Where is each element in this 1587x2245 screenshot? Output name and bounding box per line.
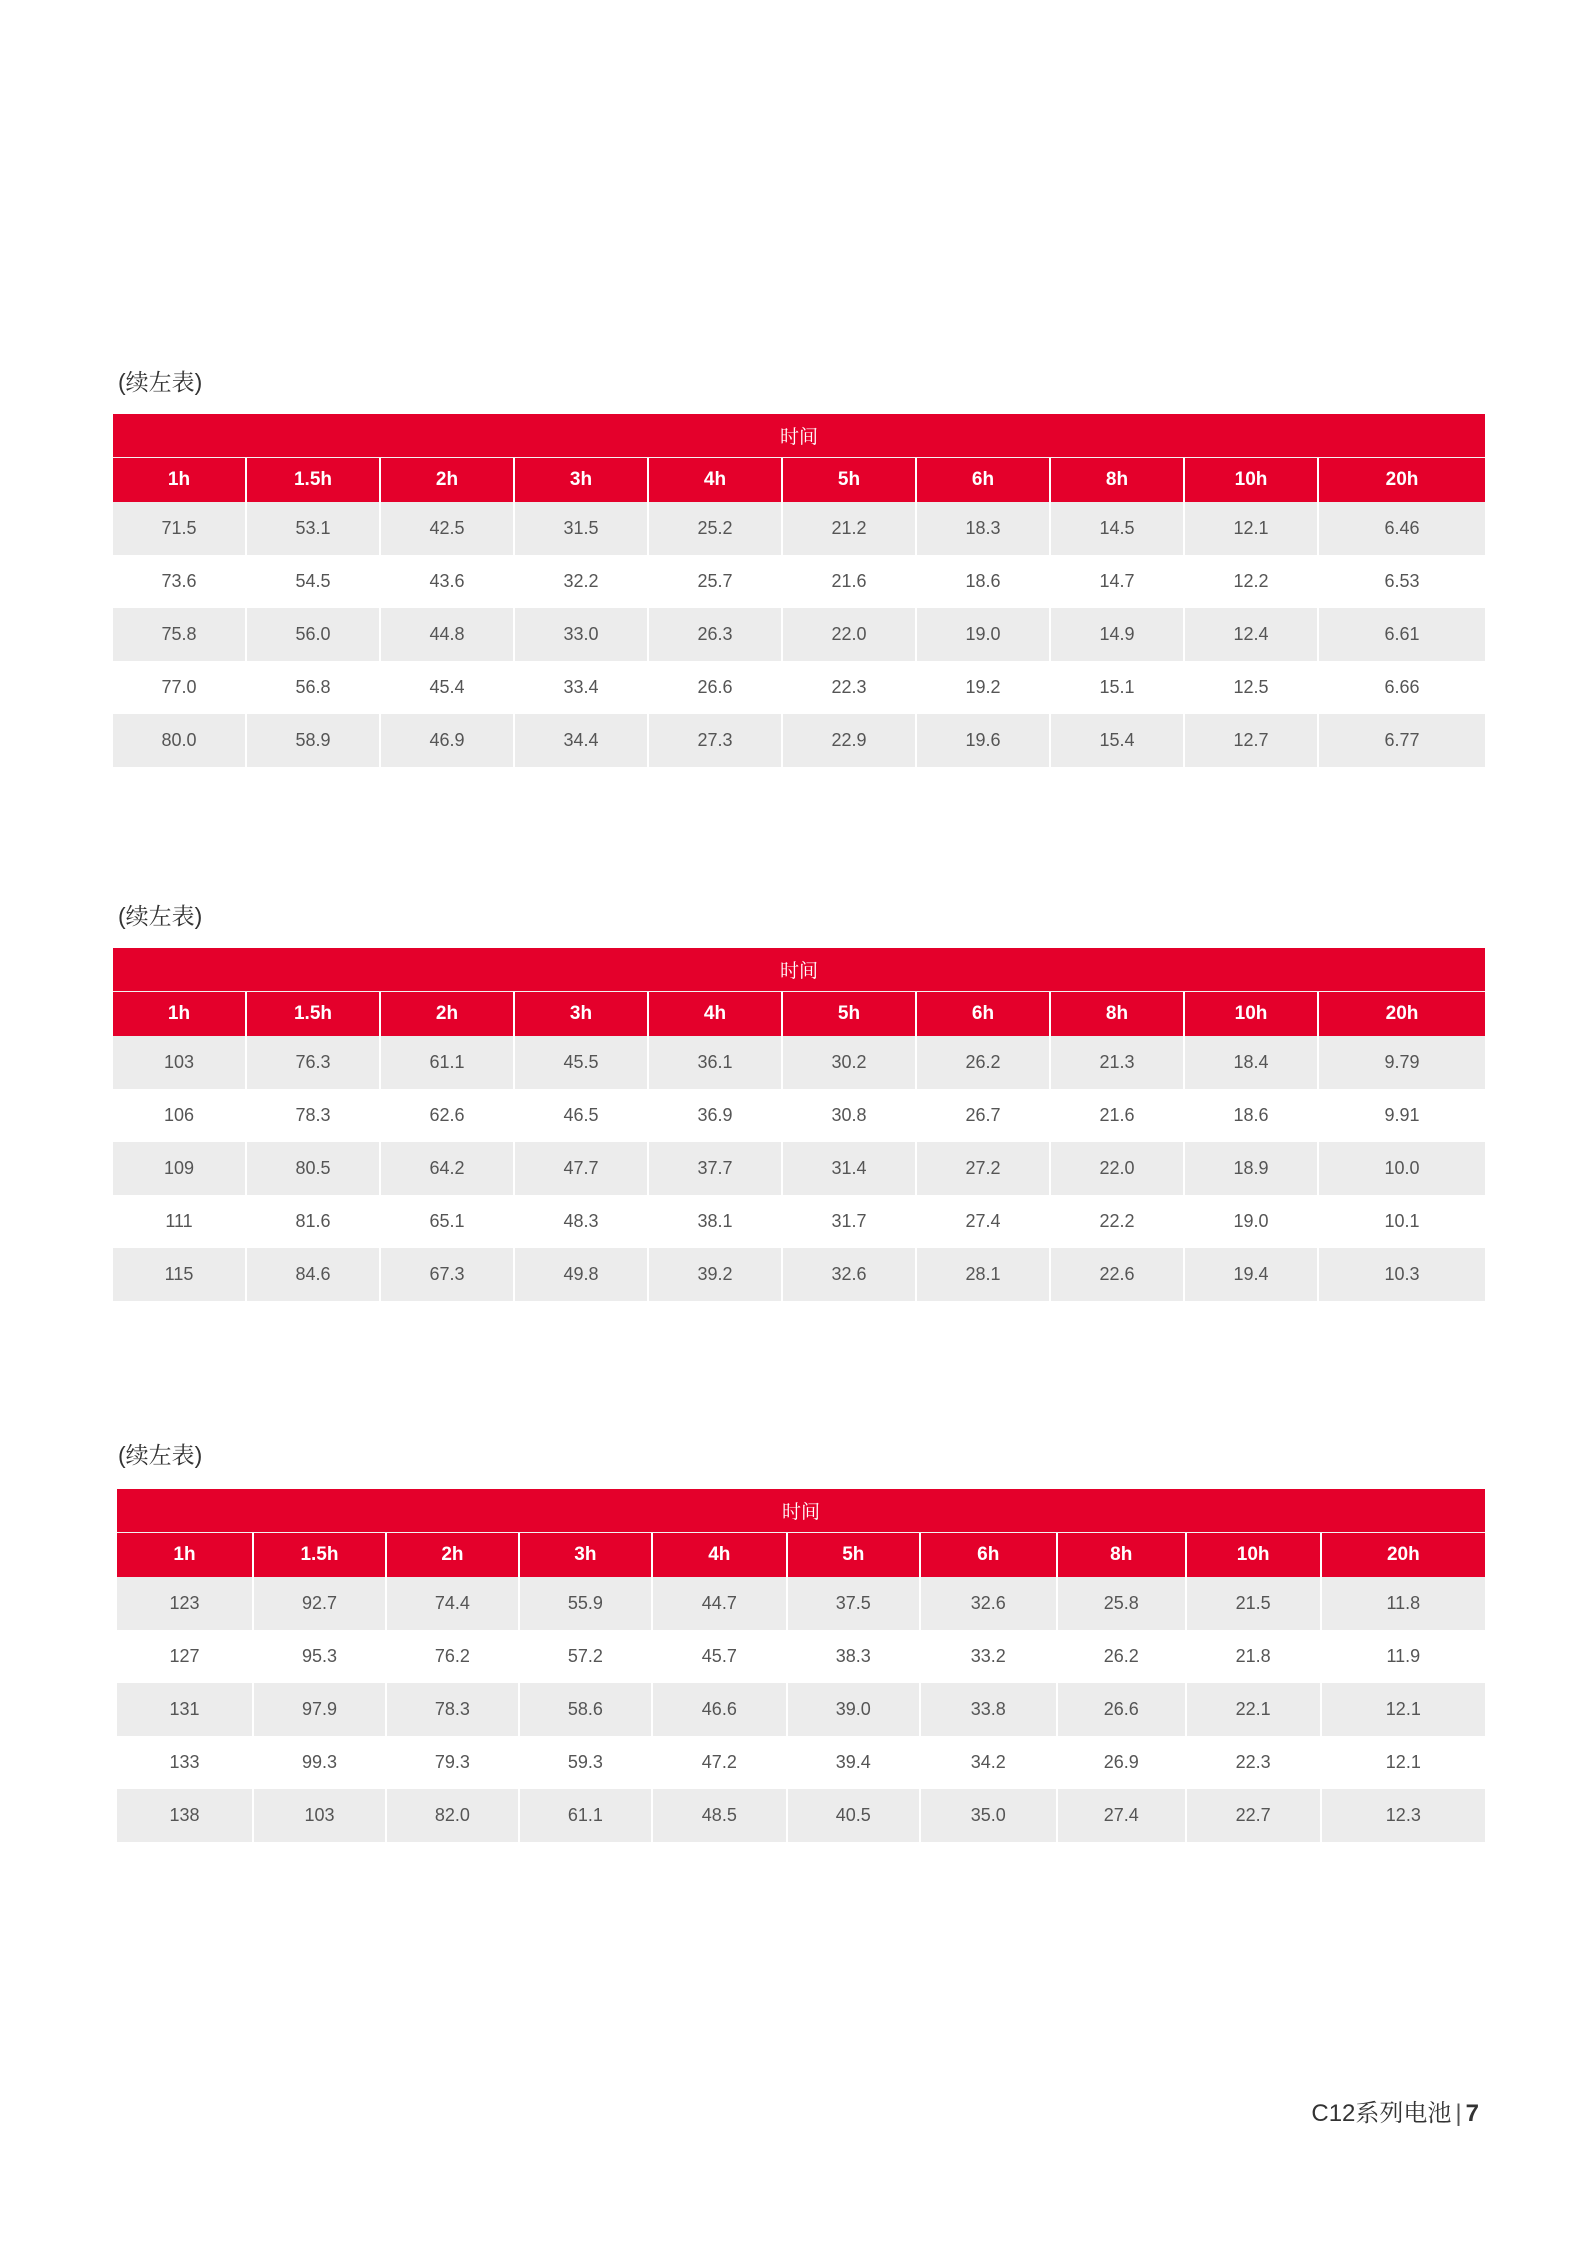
table-cell: 6.61 [1319, 608, 1485, 661]
table-cell: 75.8 [113, 608, 247, 661]
table-cell: 44.7 [653, 1577, 788, 1630]
table-cell: 82.0 [387, 1789, 520, 1842]
table-cell: 58.9 [247, 714, 381, 767]
discharge-table-3 [117, 1489, 1485, 1842]
table-cell: 42.5 [381, 502, 515, 555]
table-cell: 133 [117, 1736, 254, 1789]
table-cell: 18.6 [917, 555, 1051, 608]
table-cell: 31.4 [783, 1142, 917, 1195]
table-cell: 78.3 [387, 1683, 520, 1736]
column-header: 5h [783, 992, 917, 1036]
table-cell: 12.2 [1185, 555, 1319, 608]
table-cell: 131 [117, 1683, 254, 1736]
column-header: 6h [917, 458, 1051, 502]
table-row [113, 1248, 1485, 1301]
table-cell: 12.1 [1322, 1683, 1485, 1736]
table-cell: 40.5 [788, 1789, 921, 1842]
column-header: 8h [1051, 992, 1185, 1036]
page-footer [1311, 2093, 1479, 2128]
column-header: 6h [917, 992, 1051, 1036]
table-cell: 106 [113, 1089, 247, 1142]
table-cell: 12.3 [1322, 1789, 1485, 1842]
table-cell: 27.3 [649, 714, 783, 767]
table-cell: 33.0 [515, 608, 649, 661]
table-caption: (续左表) [118, 369, 203, 395]
table-cell: 76.2 [387, 1630, 520, 1683]
table-cell: 25.2 [649, 502, 783, 555]
table-cell: 103 [113, 1036, 247, 1089]
table-cell: 81.6 [247, 1195, 381, 1248]
table-cell: 57.2 [520, 1630, 653, 1683]
table-row [113, 502, 1485, 555]
table-row [117, 1683, 1485, 1736]
table-cell: 15.1 [1051, 661, 1185, 714]
table-cell: 18.9 [1185, 1142, 1319, 1195]
table-cell: 46.6 [653, 1683, 788, 1736]
table-cell: 15.4 [1051, 714, 1185, 767]
table-cell: 22.1 [1187, 1683, 1322, 1736]
column-header: 5h [783, 458, 917, 502]
column-header: 1.5h [254, 1533, 387, 1577]
table-cell: 21.8 [1187, 1630, 1322, 1683]
table-cell: 21.6 [783, 555, 917, 608]
column-header: 8h [1058, 1533, 1187, 1577]
table-cell: 22.3 [783, 661, 917, 714]
table-cell: 109 [113, 1142, 247, 1195]
table-cell: 22.9 [783, 714, 917, 767]
table-cell: 6.46 [1319, 502, 1485, 555]
table-cell: 12.7 [1185, 714, 1319, 767]
table-cell: 19.0 [917, 608, 1051, 661]
table-cell: 10.0 [1319, 1142, 1485, 1195]
column-header: 3h [515, 458, 649, 502]
table-cell: 47.2 [653, 1736, 788, 1789]
column-header: 1h [113, 458, 247, 502]
table-cell: 45.5 [515, 1036, 649, 1089]
column-header: 8h [1051, 458, 1185, 502]
table-cell: 37.5 [788, 1577, 921, 1630]
table-cell: 79.3 [387, 1736, 520, 1789]
table-cell: 35.0 [921, 1789, 1058, 1842]
footer-separator: | [1455, 2100, 1462, 2127]
table-cell: 6.66 [1319, 661, 1485, 714]
table-caption: (续左表) [118, 1442, 203, 1468]
table-cell: 18.3 [917, 502, 1051, 555]
column-header: 6h [921, 1533, 1058, 1577]
table-cell: 84.6 [247, 1248, 381, 1301]
table-cell: 14.7 [1051, 555, 1185, 608]
table-cell: 47.7 [515, 1142, 649, 1195]
table-cell: 27.4 [917, 1195, 1051, 1248]
table-cell: 43.6 [381, 555, 515, 608]
table-cell: 21.6 [1051, 1089, 1185, 1142]
table-cell: 99.3 [254, 1736, 387, 1789]
table-cell: 44.8 [381, 608, 515, 661]
column-header: 2h [387, 1533, 520, 1577]
column-header: 1h [117, 1533, 254, 1577]
table-cell: 65.1 [381, 1195, 515, 1248]
column-header: 10h [1185, 992, 1319, 1036]
table-row [113, 661, 1485, 714]
column-header: 4h [649, 458, 783, 502]
table-cell: 48.5 [653, 1789, 788, 1842]
table-cell: 73.6 [113, 555, 247, 608]
table-cell: 9.79 [1319, 1036, 1485, 1089]
table-cell: 21.3 [1051, 1036, 1185, 1089]
column-header: 1.5h [247, 458, 381, 502]
table-cell: 6.77 [1319, 714, 1485, 767]
table-cell: 55.9 [520, 1577, 653, 1630]
table-cell: 12.5 [1185, 661, 1319, 714]
table-cell: 37.7 [649, 1142, 783, 1195]
table-row [117, 1736, 1485, 1789]
table-cell: 9.91 [1319, 1089, 1485, 1142]
table-cell: 77.0 [113, 661, 247, 714]
table-row [117, 1630, 1485, 1683]
table-title: 时间 [113, 948, 1485, 992]
table-cell: 62.6 [381, 1089, 515, 1142]
table-cell: 45.7 [653, 1630, 788, 1683]
table-cell: 36.9 [649, 1089, 783, 1142]
table-cell: 22.0 [1051, 1142, 1185, 1195]
table-row [113, 1195, 1485, 1248]
table-cell: 11.9 [1322, 1630, 1485, 1683]
table-row [113, 1089, 1485, 1142]
table-caption: (续左表) [118, 903, 203, 929]
table-cell: 28.1 [917, 1248, 1051, 1301]
table-cell: 97.9 [254, 1683, 387, 1736]
table-cell: 92.7 [254, 1577, 387, 1630]
table-cell: 53.1 [247, 502, 381, 555]
table-cell: 49.8 [515, 1248, 649, 1301]
table-cell: 19.6 [917, 714, 1051, 767]
table-cell: 38.3 [788, 1630, 921, 1683]
table-cell: 56.8 [247, 661, 381, 714]
table-row [113, 1142, 1485, 1195]
table-cell: 74.4 [387, 1577, 520, 1630]
table-cell: 48.3 [515, 1195, 649, 1248]
table-cell: 25.8 [1058, 1577, 1187, 1630]
column-header: 2h [381, 992, 515, 1036]
table-cell: 27.2 [917, 1142, 1051, 1195]
table-cell: 80.5 [247, 1142, 381, 1195]
table-cell: 32.2 [515, 555, 649, 608]
table-cell: 54.5 [247, 555, 381, 608]
table-cell: 19.2 [917, 661, 1051, 714]
table-cell: 34.4 [515, 714, 649, 767]
table-cell: 26.6 [649, 661, 783, 714]
column-header: 10h [1185, 458, 1319, 502]
table-row [113, 608, 1485, 661]
column-header: 20h [1319, 992, 1485, 1036]
table-cell: 31.5 [515, 502, 649, 555]
discharge-table-2 [113, 948, 1485, 1301]
table-cell: 10.1 [1319, 1195, 1485, 1248]
table-cell: 95.3 [254, 1630, 387, 1683]
table-cell: 26.3 [649, 608, 783, 661]
table-cell: 78.3 [247, 1089, 381, 1142]
table-cell: 22.3 [1187, 1736, 1322, 1789]
table-cell: 26.2 [1058, 1630, 1187, 1683]
table-cell: 22.0 [783, 608, 917, 661]
table-cell: 111 [113, 1195, 247, 1248]
column-header: 4h [653, 1533, 788, 1577]
column-header: 3h [515, 992, 649, 1036]
column-header: 3h [520, 1533, 653, 1577]
table-cell: 18.6 [1185, 1089, 1319, 1142]
table-cell: 61.1 [381, 1036, 515, 1089]
table-cell: 22.6 [1051, 1248, 1185, 1301]
column-header: 4h [649, 992, 783, 1036]
table-cell: 11.8 [1322, 1577, 1485, 1630]
table-cell: 14.5 [1051, 502, 1185, 555]
table-cell: 56.0 [247, 608, 381, 661]
column-header: 5h [788, 1533, 921, 1577]
table-cell: 6.53 [1319, 555, 1485, 608]
table-cell: 27.4 [1058, 1789, 1187, 1842]
table-cell: 33.4 [515, 661, 649, 714]
table-cell: 31.7 [783, 1195, 917, 1248]
table-cell: 22.2 [1051, 1195, 1185, 1248]
document-title: C12系列电池 [1311, 2100, 1452, 2127]
table-cell: 103 [254, 1789, 387, 1842]
table-row [113, 1036, 1485, 1089]
table-cell: 39.0 [788, 1683, 921, 1736]
table-cell: 26.2 [917, 1036, 1051, 1089]
discharge-table-1 [113, 414, 1485, 767]
table-cell: 76.3 [247, 1036, 381, 1089]
table-row [117, 1577, 1485, 1630]
page-number: 7 [1465, 2100, 1479, 2127]
table-cell: 32.6 [783, 1248, 917, 1301]
table-cell: 59.3 [520, 1736, 653, 1789]
table-row [113, 555, 1485, 608]
table-cell: 12.1 [1322, 1736, 1485, 1789]
table-cell: 26.6 [1058, 1683, 1187, 1736]
table-cell: 25.7 [649, 555, 783, 608]
table-cell: 39.4 [788, 1736, 921, 1789]
table-cell: 71.5 [113, 502, 247, 555]
table-cell: 58.6 [520, 1683, 653, 1736]
table-cell: 45.4 [381, 661, 515, 714]
table-cell: 80.0 [113, 714, 247, 767]
table-cell: 14.9 [1051, 608, 1185, 661]
column-header: 10h [1187, 1533, 1322, 1577]
table-cell: 46.9 [381, 714, 515, 767]
column-header: 20h [1322, 1533, 1485, 1577]
table-cell: 115 [113, 1248, 247, 1301]
table-cell: 64.2 [381, 1142, 515, 1195]
table-cell: 32.6 [921, 1577, 1058, 1630]
table-cell: 36.1 [649, 1036, 783, 1089]
table-cell: 19.0 [1185, 1195, 1319, 1248]
column-header: 1.5h [247, 992, 381, 1036]
table-cell: 19.4 [1185, 1248, 1319, 1301]
table-cell: 22.7 [1187, 1789, 1322, 1842]
table-cell: 33.2 [921, 1630, 1058, 1683]
table-title: 时间 [113, 414, 1485, 458]
table-cell: 12.1 [1185, 502, 1319, 555]
table-cell: 123 [117, 1577, 254, 1630]
table-cell: 26.9 [1058, 1736, 1187, 1789]
table-title: 时间 [117, 1489, 1485, 1533]
table-cell: 127 [117, 1630, 254, 1683]
table-cell: 39.2 [649, 1248, 783, 1301]
table-cell: 21.2 [783, 502, 917, 555]
column-header: 2h [381, 458, 515, 502]
table-row [113, 714, 1485, 767]
table-cell: 67.3 [381, 1248, 515, 1301]
table-cell: 138 [117, 1789, 254, 1842]
table-cell: 10.3 [1319, 1248, 1485, 1301]
table-cell: 21.5 [1187, 1577, 1322, 1630]
table-row [117, 1789, 1485, 1842]
table-cell: 30.8 [783, 1089, 917, 1142]
table-cell: 18.4 [1185, 1036, 1319, 1089]
table-cell: 12.4 [1185, 608, 1319, 661]
table-cell: 38.1 [649, 1195, 783, 1248]
table-cell: 26.7 [917, 1089, 1051, 1142]
table-cell: 46.5 [515, 1089, 649, 1142]
column-header: 1h [113, 992, 247, 1036]
table-cell: 30.2 [783, 1036, 917, 1089]
column-header: 20h [1319, 458, 1485, 502]
table-cell: 33.8 [921, 1683, 1058, 1736]
table-cell: 34.2 [921, 1736, 1058, 1789]
table-cell: 61.1 [520, 1789, 653, 1842]
